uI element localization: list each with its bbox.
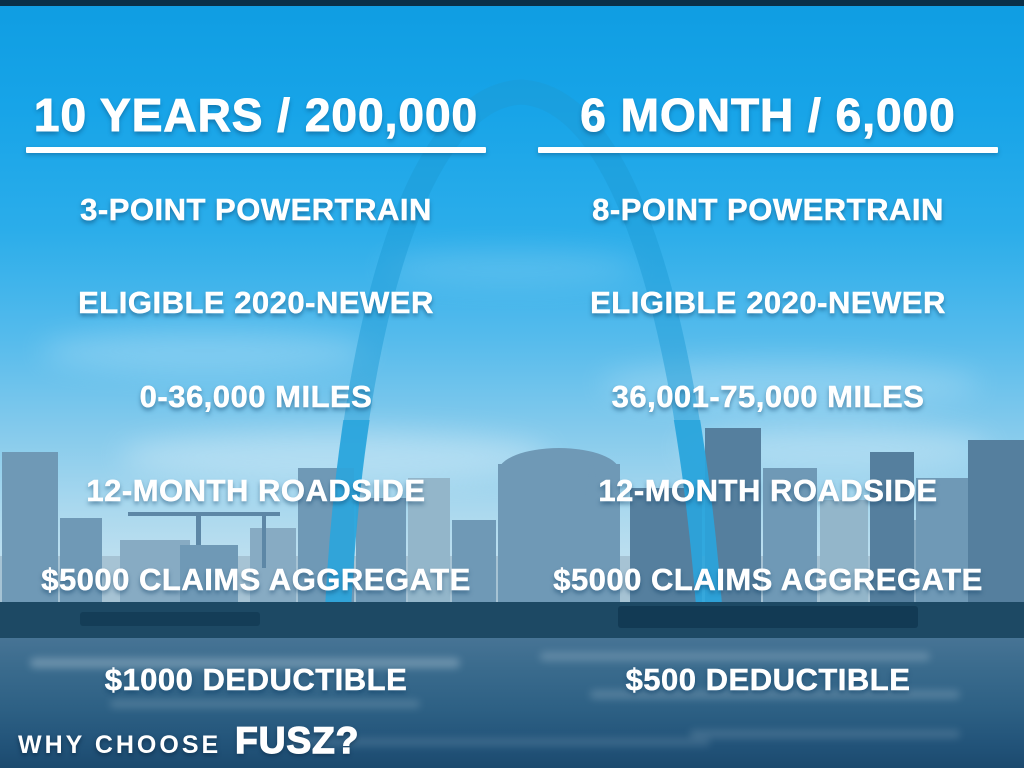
plan-feature: 12-MONTH ROADSIDE [86,473,426,508]
plan-feature: 3-POINT POWERTRAIN [80,192,432,227]
plan-feature: ELIGIBLE 2020-NEWER [590,285,946,320]
plan-feature: 8-POINT POWERTRAIN [592,192,944,227]
plan-header-10yr: 10 YEARS / 200,000 [33,89,479,141]
plan-feature: 12-MONTH ROADSIDE [598,473,938,508]
plan-feature: $1000 DEDUCTIBLE [104,662,408,697]
plan-feature: $500 DEDUCTIBLE [625,662,911,697]
brand-logo-text: FUSZ? [235,720,360,761]
plan-feature: ELIGIBLE 2020-NEWER [78,285,434,320]
plan-feature: 0-36,000 MILES [139,379,373,414]
plan-feature: 36,001-75,000 MILES [611,379,925,414]
footer-tagline [18,720,359,762]
plan-feature: $5000 CLAIMS AGGREGATE [41,562,471,597]
footer-prefix-text: WHY CHOOSE [18,731,222,759]
plan-header-6mo: 6 MONTH / 6,000 [580,89,956,141]
header-underline [26,147,486,153]
plan-feature: $5000 CLAIMS AGGREGATE [553,562,983,597]
plan-column-6mo [512,0,1024,768]
header-underline [538,147,998,153]
